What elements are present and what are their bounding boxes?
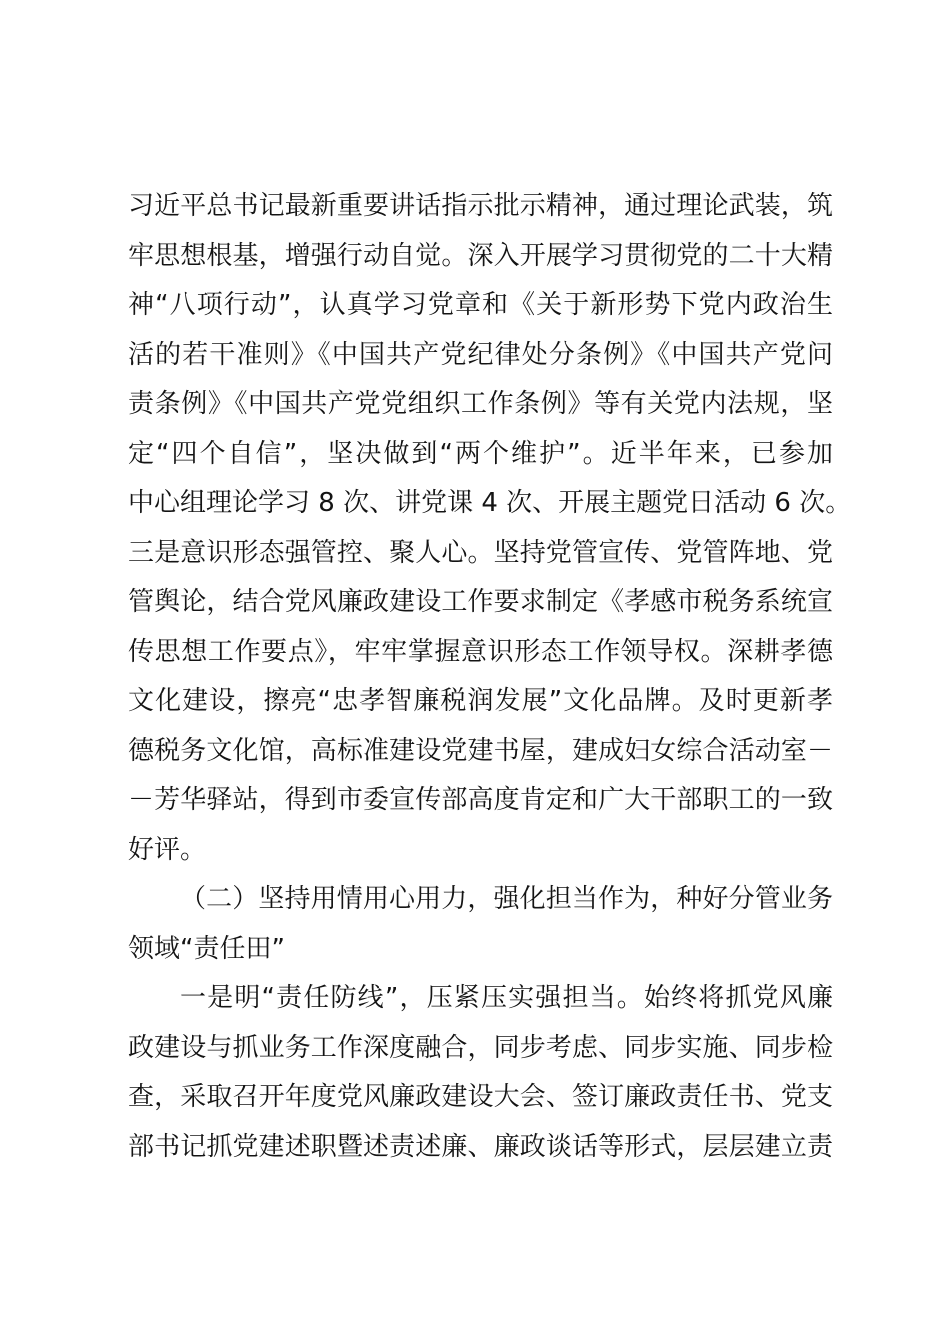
text-line: 神“八项行动”，认真学习党章和《关于新形势下党内政治生 bbox=[128, 290, 833, 320]
text-line: 责条例》《中国共产党党组织工作条例》等有关党内法规，坚 bbox=[128, 389, 833, 419]
text-line: 传思想工作要点》，牢牢掌握意识形态工作领导权。深耕孝德 bbox=[128, 636, 833, 667]
text-line: 文化建设，擦亮“忠孝智廉税润发展”文化品牌。及时更新孝 bbox=[128, 686, 833, 716]
text-line: －芳华驿站，得到市委宣传部高度肯定和广大干部职工的一致 bbox=[128, 785, 833, 815]
text-line: 管舆论，结合党风廉政建设工作要求制定《孝感市税务系统宣 bbox=[128, 587, 833, 617]
text-line: 好评。 bbox=[128, 834, 207, 865]
text-line: 三是意识形态强管控、聚人心。坚持党管宣传、党管阵地、党 bbox=[128, 537, 833, 568]
section-heading-line: （二）坚持用情用心用力，强化担当作为，种好分管业务 bbox=[180, 884, 833, 914]
text-line: 部书记抓党建述职暨述责述廉、廉政谈话等形式，层层建立责 bbox=[128, 1131, 833, 1162]
text-line: 习近平总书记最新重要讲话指示批示精神，通过理论武装，筑 bbox=[128, 191, 833, 221]
text-line: 活的若干准则》《中国共产党纪律处分条例》《中国共产党问 bbox=[128, 339, 833, 370]
text-line: 定“四个自信”，坚决做到“两个维护”。近半年来，已参加 bbox=[128, 438, 833, 469]
body-text bbox=[128, 182, 852, 1172]
text-line: 查，采取召开年度党风廉政建设大会、签订廉政责任书、党支 bbox=[128, 1082, 833, 1112]
text-line: 政建设与抓业务工作深度融合，同步考虑、同步实施、同步检 bbox=[128, 1032, 833, 1063]
text-line: 一是明“责任防线”，压紧压实强担当。始终将抓党风廉 bbox=[180, 983, 833, 1013]
section-heading-line: 领域“责任田” bbox=[128, 933, 285, 964]
text-line: 德税务文化馆，高标准建设党建书屋，建成妇女综合活动室－ bbox=[128, 735, 833, 766]
text-line: 中心组理论学习 8 次、讲党课 4 次、开展主题党日活动 6 次。 bbox=[128, 488, 852, 518]
text-line: 牢思想根基，增强行动自觉。深入开展学习贯彻党的二十大精 bbox=[128, 240, 833, 271]
